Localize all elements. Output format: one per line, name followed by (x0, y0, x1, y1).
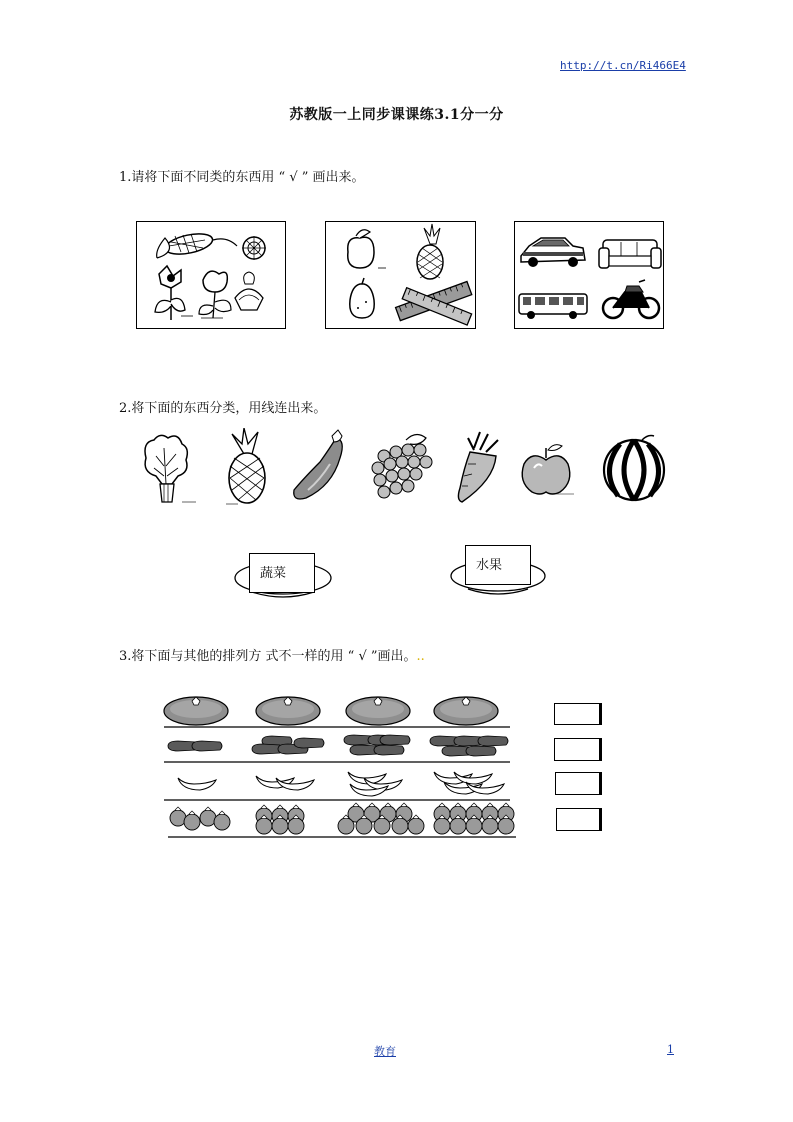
vegetable-label-box[interactable] (249, 553, 315, 593)
picture-group-vehicles-sofa[interactable] (514, 221, 664, 329)
answer-box-row-4[interactable] (556, 808, 602, 831)
question-3-text (119, 645, 425, 664)
page-title: 苏教版一上同步课课练3.1分一分 (289, 107, 504, 123)
corn-icon (157, 230, 237, 258)
classify-items-row (134, 428, 674, 512)
banana-icon (178, 772, 504, 796)
peach-icon (348, 230, 386, 268)
question-3-label: 3.将下面与其他的排列方 式不一样的用 “ √ ”画出。 (119, 649, 417, 664)
carrot-icon[interactable] (458, 432, 498, 502)
melon-icon (164, 697, 498, 725)
watermelon-icon[interactable] (604, 436, 664, 501)
eggplant-icon[interactable] (294, 430, 343, 499)
tomato-icon (170, 803, 514, 834)
fruit-label-box[interactable] (465, 545, 531, 585)
pineapple-icon (417, 224, 443, 279)
arrangement-grid (160, 694, 522, 842)
bus-icon (519, 294, 587, 319)
answer-box-row-2[interactable] (554, 738, 602, 761)
pear-icon (350, 278, 375, 318)
eggplant-icon (168, 735, 508, 756)
source-url-link[interactable]: http://t.cn/Ri466E4 (560, 59, 686, 72)
page-number: 1 (667, 1043, 674, 1056)
pineapple-icon[interactable] (226, 428, 265, 504)
grapes-icon[interactable] (372, 434, 432, 498)
picture-group-plants[interactable] (136, 221, 286, 329)
sofa-icon (599, 240, 661, 268)
answer-box-row-1[interactable] (554, 703, 602, 725)
question-2-text (119, 397, 326, 416)
answer-box-row-3[interactable] (555, 772, 602, 795)
flower-icon (155, 266, 193, 320)
picture-group-fruit-ruler[interactable] (325, 221, 476, 329)
car-icon (521, 238, 585, 267)
ruler-icon (396, 281, 472, 325)
sunflower-icon (242, 236, 266, 260)
footer-link[interactable]: 教育 (374, 1045, 396, 1058)
fruit-label: 水果 (476, 558, 503, 573)
leafy-vegetable-icon[interactable] (145, 435, 196, 502)
vegetable-label: 蔬菜 (260, 566, 287, 581)
apple-icon[interactable] (522, 445, 574, 494)
question-2-label: 2.将下面的东西分类，用线连出来。 (119, 401, 327, 416)
question-1-text: 1.请将下面不同类的东西用 “ √ ” 画出来。 (119, 170, 365, 185)
motorcycle-icon (603, 280, 659, 318)
potted-flower-icon (199, 271, 263, 318)
accent-dot: .. (416, 649, 425, 664)
